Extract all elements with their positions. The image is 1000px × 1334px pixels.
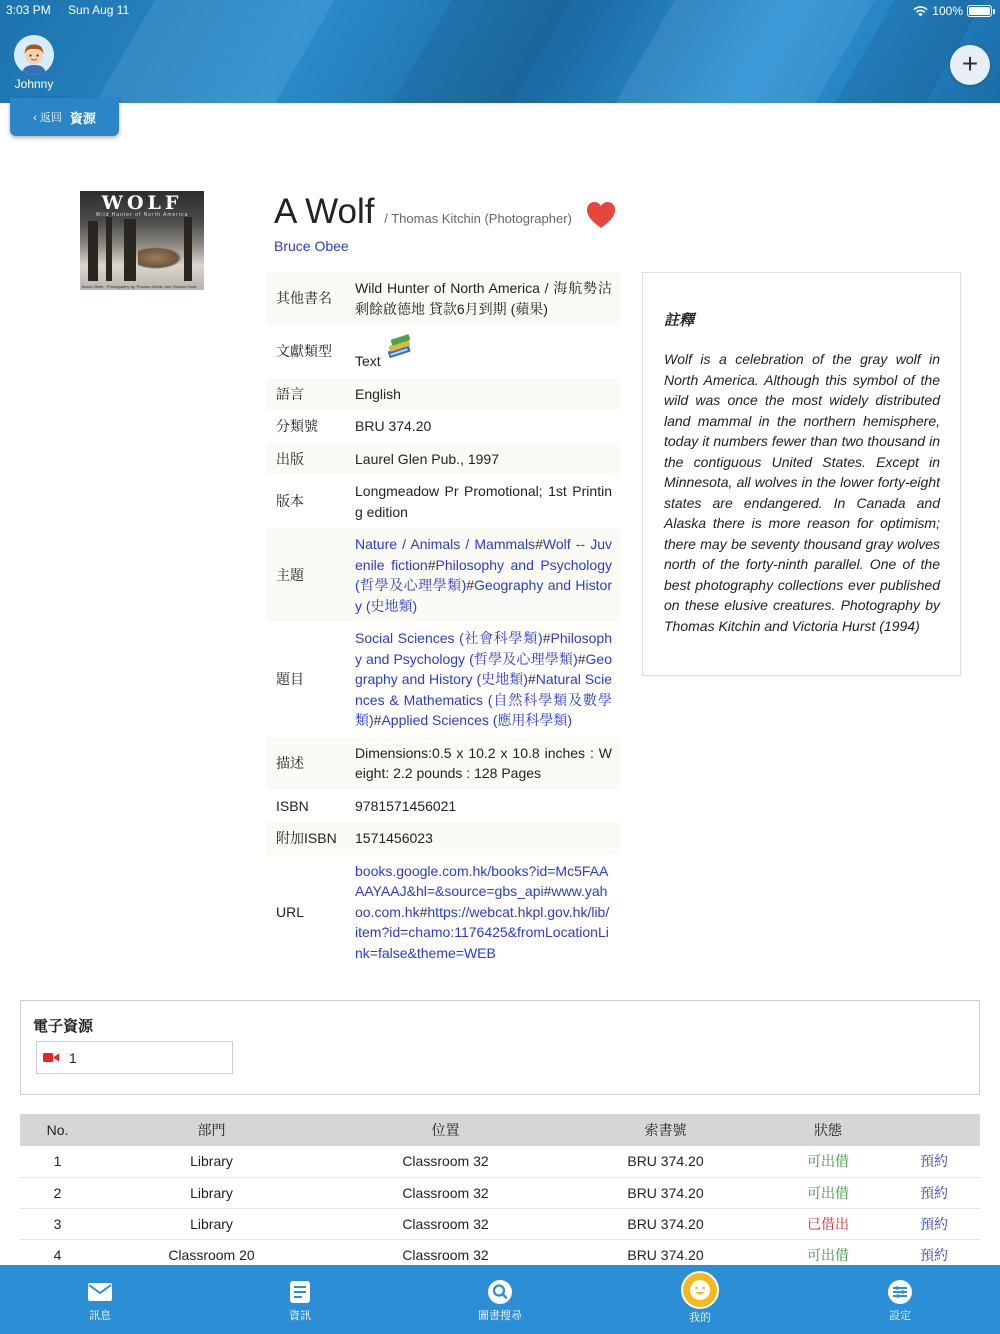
field-isbn <box>266 790 620 823</box>
mail-icon <box>87 1282 113 1302</box>
table-row <box>20 1208 980 1239</box>
topic-link[interactable]: Natural Sciences & Mathematics (自然科學類及數學類) <box>355 671 613 728</box>
video-camera-icon <box>43 1052 59 1063</box>
reserve-link[interactable]: 預約 <box>888 1177 980 1208</box>
back-label: 返回 <box>39 112 62 124</box>
field-value: BRU 374.20 <box>355 418 432 434</box>
field-doc-type <box>266 325 620 378</box>
book-title <box>274 192 572 232</box>
back-button[interactable] <box>10 98 119 136</box>
field-label: ISBN <box>276 797 309 814</box>
field-value: Wild Hunter of North America / 海航勢沽剩餘啟德地 貸款6月到期 (蘋果) <box>355 280 612 317</box>
status-bar <box>6 3 992 19</box>
cell-dept: Classroom 20 <box>95 1239 328 1270</box>
holdings-table <box>20 1114 980 1271</box>
cell-status: 可出借 <box>768 1177 888 1208</box>
field-publish <box>266 443 620 476</box>
news-icon <box>289 1280 311 1304</box>
book-title-text: A Wolf <box>274 192 375 231</box>
field-description <box>266 737 620 790</box>
book-cover <box>80 191 204 290</box>
reserve-link[interactable]: 預約 <box>888 1208 980 1239</box>
tab-messages[interactable] <box>0 1265 200 1334</box>
separator: # <box>527 671 536 687</box>
tab-label: 圖書搜尋 <box>478 1310 522 1322</box>
tab-news[interactable] <box>200 1265 400 1334</box>
field-value: Text <box>355 353 381 369</box>
field-label: 題目 <box>276 671 304 687</box>
cell-callno: BRU 374.20 <box>563 1177 768 1208</box>
cell-status: 已借出 <box>768 1208 888 1239</box>
tab-mine[interactable] <box>600 1265 800 1334</box>
field-label: 描述 <box>276 754 304 771</box>
separator: # <box>543 883 552 899</box>
cell-dept: Library <box>95 1177 328 1208</box>
chevron-left-icon: ‹ <box>33 112 40 124</box>
video-count: 1 <box>69 1049 77 1066</box>
holdings-header-row <box>20 1114 980 1146</box>
cell-no: 2 <box>20 1177 95 1208</box>
separator: # <box>427 556 436 573</box>
separator: # <box>577 650 586 667</box>
cover-subtitle: Wild Hunter of North America <box>95 212 189 218</box>
cell-dept: Library <box>95 1146 328 1177</box>
plus-icon: + <box>961 48 979 79</box>
section-title: 資源 <box>69 110 96 126</box>
cell-location: Classroom 32 <box>328 1146 563 1177</box>
field-label: 分類號 <box>276 418 318 434</box>
topic-link[interactable]: Philosophy and Psychology (哲學及心理學類) <box>355 630 612 667</box>
field-edition <box>266 475 620 528</box>
topic-link[interactable]: Social Sciences (社會科學類) <box>355 630 543 646</box>
subject-link[interactable]: Philosophy and Psychology (哲學及心理學類) <box>355 556 612 593</box>
field-value: English <box>355 385 401 402</box>
subject-link[interactable]: Geography and History (史地類) <box>355 577 612 614</box>
field-label: URL <box>276 903 305 920</box>
topic-link[interactable]: Applied Sciences (應用科學類) <box>381 712 573 728</box>
bottom-tab-bar <box>0 1265 1000 1334</box>
col-callno: 索書號 <box>563 1114 768 1146</box>
wifi-icon <box>913 6 928 17</box>
field-other-title <box>266 272 620 325</box>
field-isbn-extra <box>266 822 620 855</box>
field-value: 1571456023 <box>355 830 433 846</box>
col-status: 狀態 <box>768 1114 888 1146</box>
url-link[interactable]: https://webcat.hkpl.gov.hk/lib/item?id=chamo:1176425&fromLocationLink=false&theme=WEB <box>355 903 610 961</box>
tab-book-search[interactable] <box>400 1265 600 1334</box>
field-url <box>266 855 620 970</box>
add-button[interactable] <box>950 45 990 85</box>
field-label: 語言 <box>276 385 304 402</box>
video-resource-button[interactable] <box>36 1041 233 1074</box>
cell-no: 3 <box>20 1208 95 1239</box>
field-label: 主題 <box>276 566 304 583</box>
settings-icon <box>887 1279 913 1305</box>
avatar[interactable] <box>14 35 54 75</box>
field-classno <box>266 410 620 443</box>
cell-no: 1 <box>20 1146 95 1177</box>
cell-location: Classroom 32 <box>328 1208 563 1239</box>
separator: # <box>535 536 543 552</box>
field-label: 版本 <box>276 493 304 510</box>
field-value: Dimensions:0.5 x 10.2 x 10.8 inches : Weight: 2.2 pounds : 128 Pages <box>355 744 612 781</box>
tab-label: 資訊 <box>289 1310 311 1322</box>
url-link[interactable]: books.google.com.hk/books?id=Mc5FAAAAYAAJ&hl=&source=gbs_api <box>355 862 609 899</box>
cell-location: Classroom 32 <box>328 1177 563 1208</box>
field-language <box>266 378 620 411</box>
tab-settings[interactable] <box>800 1265 1000 1334</box>
cell-no: 4 <box>20 1239 95 1270</box>
cell-location: Classroom 32 <box>328 1239 563 1270</box>
e-resource-heading: 電子資源 <box>33 1018 94 1035</box>
table-row <box>20 1146 980 1177</box>
tab-label: 我的 <box>689 1312 711 1324</box>
cover-title: WOLF <box>101 192 183 214</box>
reserve-link[interactable]: 預約 <box>888 1239 980 1270</box>
field-value: 9781571456021 <box>355 797 457 814</box>
battery-percent: 100% <box>932 4 963 18</box>
url-link[interactable]: www.yahoo.com.hk <box>355 883 608 920</box>
col-location: 位置 <box>328 1114 563 1146</box>
status-date: Sun Aug 11 <box>68 3 130 17</box>
col-no: No. <box>20 1114 95 1146</box>
separator: # <box>373 712 382 728</box>
book-byline: / Thomas Kitchin (Photographer) <box>384 211 572 226</box>
notes-heading: 註釋 <box>664 312 695 329</box>
separator: # <box>466 577 475 593</box>
status-time: 3:03 PM <box>6 3 51 17</box>
cell-callno: BRU 374.20 <box>563 1239 768 1270</box>
col-dept: 部門 <box>95 1114 328 1146</box>
author-link[interactable]: Bruce Obee <box>274 238 349 254</box>
col-action <box>888 1114 980 1146</box>
cell-status: 可出借 <box>768 1239 888 1270</box>
smiley-icon <box>689 1279 711 1301</box>
cell-callno: BRU 374.20 <box>563 1208 768 1239</box>
field-value: Longmeadow Pr Promotional; 1st Printing edition <box>355 483 612 520</box>
field-label: 出版 <box>276 450 304 467</box>
cell-dept: Library <box>95 1208 328 1239</box>
notes-text: Wolf is a celebration of the gray wolf in North America. Although this symbol of the wild was once the most widely distributed land mammal in the northern hemisphere, today it numbers fewer than two thousand in the contiguous United States. Except in Minnesota, all wolves in the lower forty-eight states are endangered. In Canada and Alaska there is more reason for optimism; there may be seventy thousand gray wolves north of the forty-ninth parallel. One of the best photography collections ever published on these elusive creatures. Photography by Thomas Kitchin and Victoria Hurst (1994) <box>664 351 940 634</box>
battery-icon <box>967 5 992 17</box>
cover-credit: Bruce Obee · Photography by Thomas Kitchin and Victoria Hurst <box>82 284 197 289</box>
field-label: 其他書名 <box>276 290 332 307</box>
subject-link[interactable]: Nature / Animals / Mammals <box>355 536 536 552</box>
topic-link[interactable]: Geography and History (史地類) <box>355 650 612 687</box>
field-subject <box>266 528 620 622</box>
wolf-photo <box>138 247 182 269</box>
books-icon <box>386 334 414 360</box>
subject-link[interactable]: Wolf -- Juvenile fiction <box>355 536 612 573</box>
favorite-heart-icon[interactable] <box>586 201 616 229</box>
cell-callno: BRU 374.20 <box>563 1146 768 1177</box>
field-topic <box>266 622 620 737</box>
metadata-table <box>266 272 620 969</box>
reserve-link[interactable]: 預約 <box>888 1146 980 1177</box>
separator: # <box>419 903 428 920</box>
e-resource-panel <box>20 1000 980 1095</box>
separator: # <box>542 630 551 646</box>
tab-label: 訊息 <box>89 1310 111 1322</box>
table-row <box>20 1177 980 1208</box>
app-header <box>0 0 1000 103</box>
cell-status: 可出借 <box>768 1146 888 1177</box>
user-name: Johnny <box>14 77 54 91</box>
tab-label: 設定 <box>889 1310 911 1322</box>
notes-panel <box>642 272 961 676</box>
field-label: 文獻類型 <box>276 343 332 359</box>
field-value: Laurel Glen Pub., 1997 <box>355 450 499 467</box>
back-link[interactable] <box>33 109 62 125</box>
search-icon <box>487 1279 513 1305</box>
field-label: 附加ISBN <box>276 830 337 846</box>
